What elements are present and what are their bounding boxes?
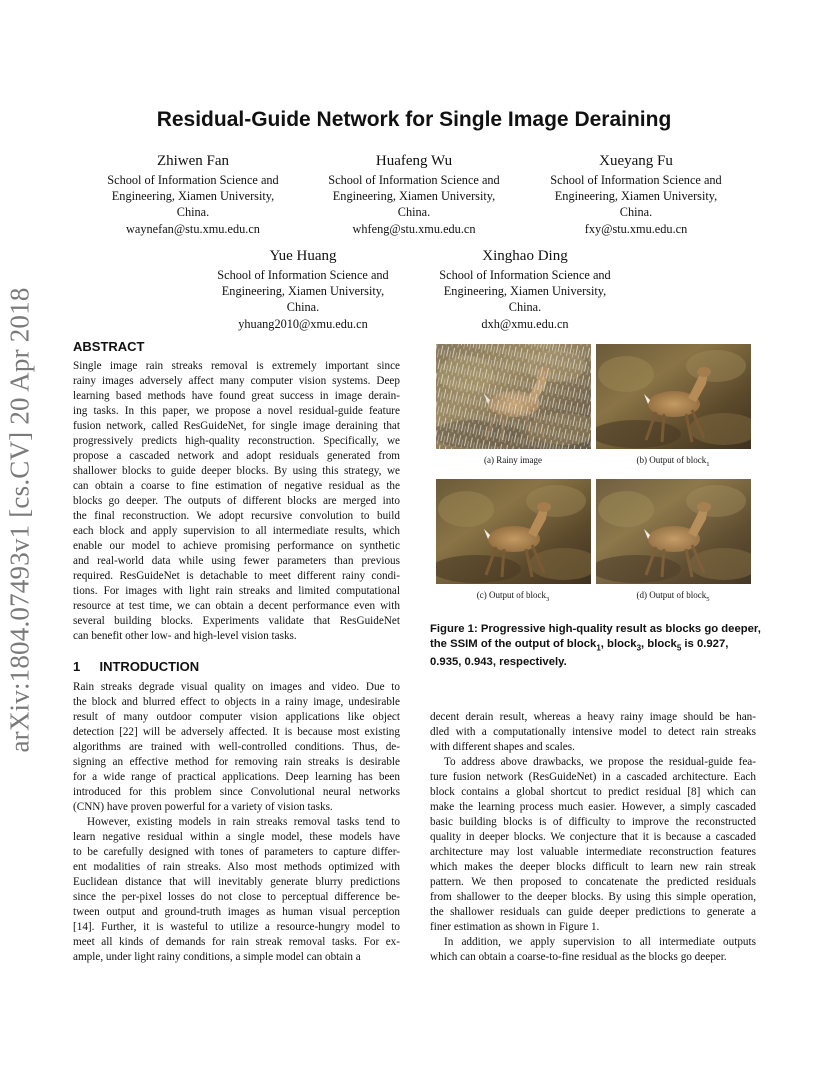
text-line: make the learning process much easier. However, a simply cascaded xyxy=(430,801,756,813)
arxiv-identifier: arXiv:1804.07493v1 [cs.CV] 20 Apr 2018 xyxy=(4,287,35,753)
subcaption-subscript: 5 xyxy=(706,595,710,603)
subcaption-c xyxy=(433,590,593,603)
author-affiliation-line: School of Information Science and xyxy=(217,268,389,282)
text-line: algorithms are trained with well-controlled conditions. Thus, de- xyxy=(73,741,400,753)
text-line: finer estimation as shown in Figure 1. xyxy=(430,921,600,933)
text-line: In addition, we apply supervision to all intermediate outputs xyxy=(444,936,756,948)
text-line: can obtain a coarse to fine estimation of negative residual as the xyxy=(73,480,400,492)
text-line: architecture may lost valuable intermediate reconstruction features xyxy=(430,846,756,858)
text-line: tions. For images with light rain streaks and limited computational xyxy=(73,585,400,597)
text-line: (CNN) have proven powerful for a variety of vision tasks. xyxy=(73,801,333,813)
caption-subscript: 5 xyxy=(676,643,682,653)
author-affiliation-line: School of Information Science and xyxy=(107,173,279,187)
author-email: dxh@xmu.edu.cn xyxy=(481,316,569,331)
text-line: tween output and ground-truth images as human visual perception xyxy=(73,906,400,918)
text-line: which makes the deeper blocks difficult to learn new rain streak xyxy=(430,861,756,873)
abstract-heading: ABSTRACT xyxy=(73,339,145,354)
author-affiliation-line: China. xyxy=(397,205,431,220)
text-line: pattern. We then proposed to concatenate the predicted residuals xyxy=(430,876,756,888)
text-line: detection [22] will be adversely affected. It is because most existing xyxy=(73,726,400,738)
author-affiliation-line: Engineering, Xiamen University, xyxy=(111,189,275,204)
text-line: ent modalities of rain streaks. Also most methods optimized with xyxy=(73,861,400,873)
text-line: the block and blurred effect to objects in a rainy image, undesirable xyxy=(73,696,400,708)
author-affiliation-line: School of Information Science and xyxy=(550,173,722,187)
text-line: However, existing models in rain streaks removal tasks tend to xyxy=(87,816,400,828)
author-affiliation-line: China. xyxy=(508,300,542,315)
author-affiliation-line: China. xyxy=(176,205,210,220)
text-line: since the per-pixel losses do not close to perceptual difference be- xyxy=(73,891,400,903)
text-line: enable our model to achieve promising performance on synthetic xyxy=(73,540,400,552)
caption-line: 0.935, 0.943, respectively. xyxy=(430,656,567,669)
text-line: dled with a computationally intensive model to detect rain streaks xyxy=(430,726,756,738)
subcaption-b xyxy=(593,455,753,468)
author-affiliation-line: China. xyxy=(286,300,320,315)
caption-text: , block xyxy=(600,638,637,650)
text-line: several building blocks. Experiments validate that ResGuideNet xyxy=(73,615,400,627)
output-block5-image xyxy=(596,479,751,584)
subcaption-subscript: 1 xyxy=(706,460,710,468)
author-affiliation-line: Engineering, Xiamen University, xyxy=(554,189,718,204)
author-block xyxy=(93,151,293,237)
body-paragraph xyxy=(430,710,756,755)
caption-line xyxy=(430,637,756,655)
author-affiliation-line: Engineering, Xiamen University, xyxy=(332,189,496,204)
subcaption-subscript: 3 xyxy=(545,595,550,603)
abstract-body xyxy=(73,359,400,644)
author-affiliation-line: Engineering, Xiamen University, xyxy=(221,284,385,299)
text-line: ture fusion network (ResGuideNet) in a cascaded architecture. Each xyxy=(430,771,756,783)
text-line: fusion network, called ResGuideNet, for single image deraining that xyxy=(73,420,400,432)
body-paragraph xyxy=(430,755,756,935)
author-name: Xueyang Fu xyxy=(599,153,673,169)
text-line: introduced for this problem since Convolutional neural networks xyxy=(73,786,400,798)
output-block1-image xyxy=(596,344,751,449)
text-line: decent derain result, whereas a heavy rainy image should be han- xyxy=(430,711,756,723)
subcaption-text: (c) Output of block xyxy=(476,590,546,600)
introduction-heading xyxy=(73,659,199,674)
caption-text: , block xyxy=(641,638,677,650)
text-line: ing tasks. In this paper, we propose a novel residual-guide feature xyxy=(73,405,400,417)
text-line: result of many outdoor computer vision applications like object xyxy=(73,711,400,723)
author-block xyxy=(536,151,736,237)
text-line: from shallower to the deeper blocks. By using this simple operation, xyxy=(430,891,756,903)
text-line: blocks go deeper. The outputs of different blocks are merged into xyxy=(73,495,400,507)
text-line: ample, under light rainy conditions, a simple model can obtain a xyxy=(73,951,361,963)
text-line: meet all kinds of demands for rain streak removal tasks. For ex- xyxy=(73,936,400,948)
text-line: Euclidean distance that will inevitably generate blurry predictions xyxy=(73,876,400,888)
text-line: block contains a global shortcut to predict residual [8] which can xyxy=(430,786,756,798)
text-line: Single image rain streaks removal is extremely important since xyxy=(73,360,400,372)
text-line: each block and apply supervision to all intermediate results, which xyxy=(73,525,400,537)
text-line: with different shapes and scales. xyxy=(430,741,575,753)
section-title: INTRODUCTION xyxy=(99,659,200,674)
text-line: shallower blocks to guide deeper blocks. By using this strategy, we xyxy=(73,465,400,477)
text-line: quality in deeper blocks. We conjecture that it is because a cascaded xyxy=(430,831,756,843)
author-affiliation-line: School of Information Science and xyxy=(328,173,500,187)
subcaption-d xyxy=(593,590,753,603)
caption-subscript: 1 xyxy=(596,643,601,653)
text-line: for a wide range of practical applications. Deep learning has been xyxy=(73,771,400,783)
author-name: Yue Huang xyxy=(269,248,337,264)
author-affiliation-line: China. xyxy=(619,205,653,220)
figure-caption xyxy=(430,622,761,670)
text-line: to be carefully designed with tones of parameters to capture differ- xyxy=(73,846,400,858)
caption-line: Figure 1: Progressive high-quality result as blocks go deeper, xyxy=(430,623,761,635)
text-line: the shallower residuals can guide deeper predictions to generate a xyxy=(430,906,756,918)
text-line: the final reconstruction. We adopt recursive convolution to build xyxy=(73,510,400,522)
body-paragraph xyxy=(430,935,756,965)
introduction-paragraph xyxy=(73,815,400,965)
author-block xyxy=(314,151,514,237)
text-line: required. ResGuideNet is detachable to meet different rainy condi- xyxy=(73,570,400,582)
text-line: progressively predicts high-quality reconstruction. Specifically, we xyxy=(73,435,400,447)
text-line: resource at test time, we can obtain a decent performance even with xyxy=(73,600,400,612)
subcaption-a: (a) Rainy image xyxy=(484,455,542,465)
author-name: Xinghao Ding xyxy=(482,248,568,264)
author-block xyxy=(203,246,403,332)
text-line: learn negative residual within a single model, these models have xyxy=(73,831,400,843)
rainy-image xyxy=(436,344,591,449)
author-email: fxy@stu.xmu.edu.cn xyxy=(584,221,688,236)
author-email: whfeng@stu.xmu.edu.cn xyxy=(352,221,476,236)
text-line: rainy images adversely affect many computer vision systems. Deep xyxy=(73,375,400,387)
caption-text: the SSIM of the output of block xyxy=(430,638,597,650)
subcaption-text: (d) Output of block xyxy=(636,590,707,600)
author-email: waynefan@stu.xmu.edu.cn xyxy=(126,221,260,236)
text-line: basic building blocks is of difficulty to improve the reconstructed xyxy=(430,816,756,828)
text-line: [14]. Further, it is wasteful to utilize a resource-hungry model to xyxy=(73,921,400,933)
text-line: can benefit other low- and high-level vision tasks. xyxy=(73,630,297,642)
author-name: Huafeng Wu xyxy=(375,153,453,169)
paper-title: Residual-Guide Network for Single Image Deraining xyxy=(156,108,672,131)
text-line: propose a cascaded network and adopt residuals generated from xyxy=(73,450,400,462)
author-affiliation-line: Engineering, Xiamen University, xyxy=(443,284,607,299)
author-email: yhuang2010@xmu.edu.cn xyxy=(238,316,368,331)
text-line: which can obtain a coarse-to-fine residual as the blocks go deeper. xyxy=(430,951,727,963)
author-name: Zhiwen Fan xyxy=(156,153,230,169)
text-line: Rain streaks degrade visual quality on images and video. Due to xyxy=(73,681,400,693)
caption-subscript: 3 xyxy=(636,643,642,653)
caption-text: is 0.927, xyxy=(681,638,729,650)
text-line: learning based methods have found great success in image derain- xyxy=(73,390,400,402)
text-line: and real-world data while using fewer parameters than previous xyxy=(73,555,400,567)
author-block xyxy=(425,246,625,332)
author-affiliation-line: School of Information Science and xyxy=(439,268,611,282)
introduction-paragraph xyxy=(73,680,400,815)
subcaption-text: (b) Output of block xyxy=(636,455,707,465)
section-number: 1 xyxy=(73,659,81,674)
text-line: To address above drawbacks, we propose the residual-guide fea- xyxy=(444,756,756,768)
output-block3-image xyxy=(436,479,591,584)
text-line: signing an effective method for removing rain streaks is desirable xyxy=(73,756,400,768)
